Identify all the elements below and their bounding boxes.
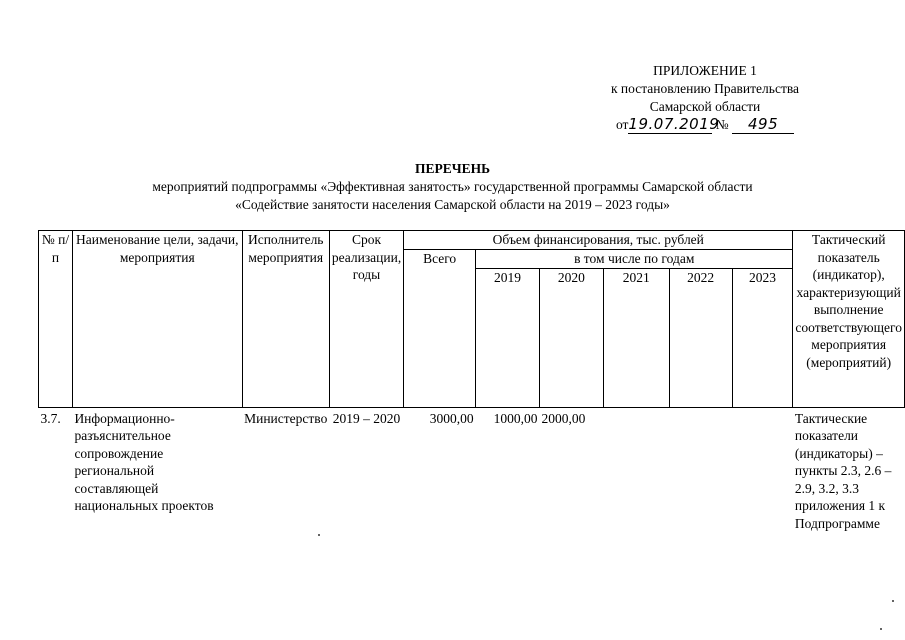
scan-speck	[880, 628, 882, 630]
header-executor: Исполнитель мероприятия	[242, 231, 329, 408]
header-year-2022: 2022	[669, 268, 732, 407]
row-executor: Министерство	[244, 410, 328, 426]
header-by-years: в том числе по годам	[476, 250, 793, 269]
header-period: Срок реализации, годы	[329, 231, 403, 408]
number-signature-line	[732, 116, 794, 134]
header-year-2019: 2019	[476, 268, 540, 407]
header-year-2023: 2023	[732, 268, 793, 407]
header-year-2020: 2020	[539, 268, 603, 407]
row-2021	[603, 407, 669, 532]
header-funding: Объем финансирования, тыс. рублей	[404, 231, 793, 250]
table-header-row-1	[39, 231, 905, 250]
date-signature-line	[628, 115, 720, 134]
row-period: 2019 – 2020	[332, 410, 401, 426]
header-total: Всего	[404, 250, 476, 408]
appendix-line-1: к постановлению Правительства	[610, 81, 800, 96]
header-year-2021: 2021	[603, 268, 669, 407]
handwritten-number: 495	[747, 115, 779, 133]
number-prefix: №	[715, 117, 729, 132]
header-num: № п/п	[39, 231, 73, 408]
scan-speck	[892, 600, 894, 602]
handwritten-date: 19.07.2019	[628, 115, 720, 133]
row-total: 3000,00	[429, 410, 474, 426]
appendix-block	[560, 62, 850, 134]
row-2019: 1000,00	[493, 410, 538, 426]
appendix-date-line	[560, 116, 850, 134]
document-title: ПЕРЕЧЕНЬ	[414, 161, 491, 176]
date-prefix: от	[615, 117, 629, 132]
document-subtitle-1: мероприятий подпрограммы «Эффективная занятость» государственной программы Самарской области	[152, 179, 753, 194]
document-title-block	[0, 160, 905, 214]
table-row	[39, 407, 905, 532]
header-name: Наименование цели, задачи, мероприятия	[72, 231, 242, 408]
header-indicator: Тактический показатель (индикатор), характеризующий выполнение соответствующего мероприятия (мероприятий)	[793, 231, 905, 408]
row-indicator: Тактические показатели (индикаторы) – пункты 2.3, 2.6 – 2.9, 3.2, 3.3 приложения 1 к Подпрограмме	[794, 410, 892, 531]
measures-table	[38, 230, 905, 532]
appendix-title: ПРИЛОЖЕНИЕ 1	[653, 63, 757, 78]
row-2020: 2000,00	[541, 410, 586, 426]
row-2022	[669, 407, 732, 532]
row-2023	[732, 407, 793, 532]
document-subtitle-2: «Содействие занятости населения Самарской области на 2019 – 2023 годы»	[235, 197, 670, 212]
row-name: Информационно-разъяснительное сопровождение региональной составляющей национальных проектов	[74, 410, 214, 513]
appendix-line-2: Самарской области	[649, 99, 761, 114]
row-num: 3.7.	[40, 410, 61, 426]
scan-speck	[318, 534, 320, 536]
